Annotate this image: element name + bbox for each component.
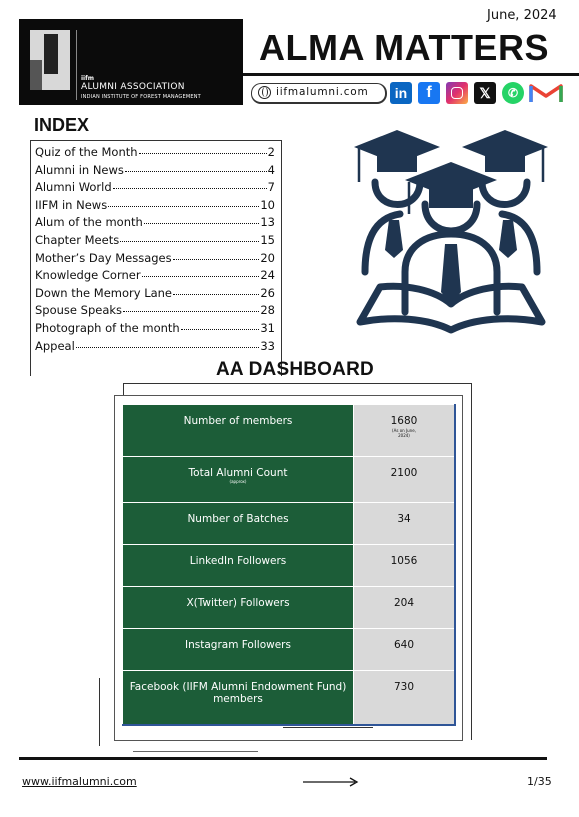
index-item-label: Chapter Meets [35,233,120,247]
index-item[interactable] [35,286,275,300]
logo-divider [76,30,77,100]
index-item-label: Down the Memory Lane [35,285,173,300]
dashboard-metric-value [354,587,456,629]
index-item[interactable] [35,180,275,194]
newsletter-title: ALMA MATTERS [259,27,549,68]
x-icon[interactable]: 𝕏 [474,82,496,104]
metric-label-text: Number of members [183,415,293,427]
arrow-right-icon [303,777,359,787]
index-leader-dots [142,276,260,277]
index-leader-dots [113,188,267,189]
website-text: iifmalumni.com [276,86,369,98]
index-item-page: 13 [260,215,275,230]
dashboard-table [122,404,456,726]
metric-value-text: 730 [393,681,415,693]
dashboard-metric-label [123,545,354,587]
decorative-line [99,678,100,746]
footer-rule [19,757,547,760]
index-leader-dots [76,347,260,348]
metric-label-text: Total Alumni Count [188,467,288,479]
index-item-label: IIFM in News [35,197,108,212]
dashboard-row [123,671,456,725]
dashboard-row [123,545,456,587]
index-item-page: 2 [267,145,275,159]
dashboard-metric-label [123,503,354,545]
index-item-page: 31 [260,321,275,335]
dashboard-metric-value [354,405,456,457]
dashboard-metric-value [354,671,456,725]
issue-date: June, 2024 [487,8,557,23]
facebook-icon[interactable]: f [418,82,440,104]
logo-institute-name: INDIAN INSTITUTE OF FOREST MANAGEMENT [81,94,201,100]
index-leader-dots [144,223,260,224]
metric-label-text: Instagram Followers [185,639,291,651]
index-item-label: Knowledge Corner [35,268,141,283]
index-item[interactable] [35,215,275,229]
globe-icon [258,86,271,99]
graduates-illustration [345,122,557,337]
association-logo [19,19,243,105]
dashboard-metric-label [123,671,354,725]
index-leader-dots [123,311,259,312]
index-leader-dots [173,294,259,295]
dashboard-metric-value [354,629,456,671]
decorative-line [133,751,258,752]
index-item-page: 33 [260,338,275,353]
index-item-page: 24 [260,268,275,283]
metric-value-text: 1680 [390,415,418,427]
metric-value-text: 34 [397,513,411,525]
index-leader-dots [120,241,259,242]
dashboard-row [123,587,456,629]
index-item[interactable] [35,251,275,265]
metric-value-text: 204 [393,597,415,609]
index-item[interactable] [35,163,275,177]
dashboard-metric-label [123,405,354,457]
index-item-page: 10 [260,197,275,212]
index-item-page: 20 [260,250,275,265]
metric-value-text: 640 [393,639,415,651]
metric-value-text: 2100 [390,467,418,479]
dashboard-metric-label [123,587,354,629]
index-item-label: Mother’s Day Messages [35,250,172,265]
dashboard-heading: AA DASHBOARD [216,359,374,380]
page-number: 1/35 [527,775,552,788]
dashboard-metric-label [123,629,354,671]
logo-photo [30,30,70,90]
title-underline [243,73,579,76]
index-item-page: 28 [260,303,275,318]
dashboard-metric-value [354,503,456,545]
metric-label-text: Number of Batches [187,513,289,525]
dashboard-metric-value [354,457,456,503]
index-item[interactable] [35,268,275,282]
metric-value-text: 1056 [390,555,418,567]
dashboard-metric-label [123,457,354,503]
index-item-page: 26 [260,285,275,300]
index-item-page: 7 [267,180,275,195]
index-leader-dots [125,171,267,172]
index-leader-dots [181,329,260,330]
dashboard-row [123,503,456,545]
metric-label-text: LinkedIn Followers [189,555,287,567]
dashboard-metric-value [354,545,456,587]
metric-label-text: X(Twitter) Followers [186,597,290,609]
index-item[interactable] [35,233,275,247]
dashboard-row [123,405,456,457]
index-item-label: Photograph of the month [35,321,180,335]
index-leader-dots [139,153,267,154]
metric-label-note: (approx) [229,479,247,484]
logo-iifm-mark: iifm [81,75,94,82]
website-link[interactable] [251,83,387,104]
index-item-page: 15 [260,233,275,247]
index-item[interactable] [35,198,275,212]
instagram-icon[interactable] [446,82,468,104]
index-leader-dots [173,259,260,260]
index-item-label: Alumni in News [35,162,124,177]
index-item-page: 4 [267,162,275,177]
gmail-icon[interactable] [529,82,563,104]
index-item[interactable] [35,303,275,317]
index-item-label: Quiz of the Month [35,145,138,159]
whatsapp-icon[interactable]: ✆ [502,82,524,104]
footer-website-link[interactable]: www.iifmalumni.com [22,775,137,788]
dashboard-row [123,457,456,503]
metric-value-note: (As on June, 2024) [392,428,416,438]
index-heading: INDEX [34,115,90,135]
logo-association-name: ALUMNI ASSOCIATION [81,82,185,92]
dashboard-row [123,629,456,671]
index-item[interactable] [35,339,275,353]
index-item-label: Appeal [35,338,75,353]
index-list [30,140,282,376]
index-leader-dots [108,206,259,207]
index-item-label: Alum of the month [35,215,143,230]
metric-label-text: Facebook (IIFM Alumni Endowment Fund) members [129,681,347,705]
index-item[interactable] [35,321,275,335]
index-item-label: Alumni World [35,180,112,195]
linkedin-icon[interactable]: in [390,82,412,104]
decorative-line [283,727,373,728]
index-item[interactable] [35,145,275,159]
index-item-label: Spouse Speaks [35,303,123,318]
